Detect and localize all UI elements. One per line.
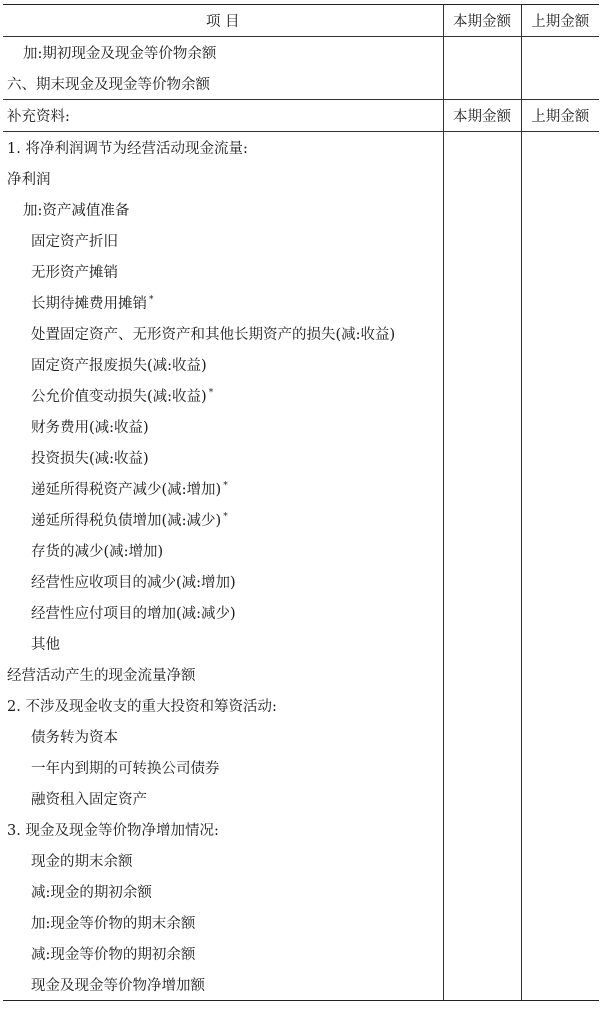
table-row [3, 256, 599, 287]
row-text: 减:现金等价物的期初余额 [31, 947, 196, 963]
table-row [3, 659, 599, 690]
current-amount-cell [443, 938, 521, 969]
table-row [3, 504, 599, 535]
previous-amount-cell [521, 163, 599, 194]
table-row [3, 287, 599, 318]
current-amount-cell [443, 845, 521, 876]
row-text: 加:现金等价物的期末余额 [31, 916, 196, 932]
row-label [3, 597, 443, 628]
current-amount-cell [443, 163, 521, 194]
current-amount-cell [443, 442, 521, 473]
row-text: 递延所得税资产减少(减:增加) [31, 482, 222, 498]
table-row [3, 411, 599, 442]
row-label [3, 535, 443, 566]
table-row [3, 318, 599, 349]
table-row [3, 721, 599, 752]
current-amount-cell [443, 876, 521, 907]
row-label [3, 256, 443, 287]
row-label [3, 411, 443, 442]
current-amount-cell [443, 411, 521, 442]
current-amount-cell [443, 380, 521, 411]
table-row [3, 845, 599, 876]
cash-flow-table [3, 4, 599, 1001]
row-text: 融资租入固定资产 [31, 792, 147, 808]
table-row [3, 690, 599, 721]
row-label [3, 473, 443, 504]
row-text: 其他 [31, 637, 60, 653]
row-text: 3. 现金及现金等价物净增加情况: [7, 823, 219, 839]
header-previous-amount: 上期金额 [521, 5, 599, 37]
row-label [3, 225, 443, 256]
supplement-body [3, 132, 599, 1001]
row-label [3, 163, 443, 194]
table-row [3, 349, 599, 380]
table-row [3, 597, 599, 628]
table-row [3, 969, 599, 1001]
previous-amount-cell [521, 132, 599, 164]
table-header-row [3, 5, 599, 37]
row-text: 经营性应付项目的增加(减:减少) [31, 606, 236, 622]
row-label [3, 907, 443, 938]
row-label [3, 194, 443, 225]
supplement-header-current: 本期金额 [443, 100, 521, 132]
row-text: 1. 将净利润调节为经营活动现金流量: [7, 141, 248, 157]
previous-amount-cell [521, 659, 599, 690]
current-amount-cell [443, 752, 521, 783]
row-text: 现金的期末余额 [31, 854, 133, 870]
row-label [3, 628, 443, 659]
previous-amount-cell [521, 628, 599, 659]
previous-amount-cell [521, 535, 599, 566]
previous-amount-cell [521, 473, 599, 504]
previous-amount-cell [521, 783, 599, 814]
table-row [3, 566, 599, 597]
current-amount-cell [443, 318, 521, 349]
table-row [3, 907, 599, 938]
row-text: 处置固定资产、无形资产和其他长期资产的损失(减:收益) [31, 327, 396, 343]
row-text: 加:资产减值准备 [23, 203, 130, 219]
table-row [3, 68, 599, 100]
table-row [3, 535, 599, 566]
row-label [3, 690, 443, 721]
current-amount-cell [443, 783, 521, 814]
header-item: 项 目 [3, 5, 443, 37]
row-text: 长期待摊费用摊销 [31, 296, 147, 312]
row-label [3, 318, 443, 349]
current-amount-cell [443, 628, 521, 659]
supplement-header-item: 补充资料: [3, 100, 443, 132]
row-label [3, 380, 443, 411]
current-amount-cell [443, 814, 521, 845]
previous-amount-cell [521, 380, 599, 411]
previous-amount-cell [521, 256, 599, 287]
previous-amount-cell [521, 566, 599, 597]
current-amount-cell [443, 37, 521, 69]
current-amount-cell [443, 349, 521, 380]
current-amount-cell [443, 566, 521, 597]
table-row [3, 876, 599, 907]
row-label [3, 752, 443, 783]
footnote-marker: * [223, 481, 228, 491]
footnote-marker: * [149, 295, 154, 305]
table-row [3, 938, 599, 969]
row-text: 固定资产报废损失(减:收益) [31, 358, 207, 374]
row-text: 一年内到期的可转换公司债券 [31, 761, 220, 777]
current-amount-cell [443, 132, 521, 164]
row-text: 债务转为资本 [31, 730, 118, 746]
row-label [3, 969, 443, 1001]
row-text: 存货的减少(减:增加) [31, 544, 164, 560]
previous-amount-cell [521, 68, 599, 100]
previous-amount-cell [521, 969, 599, 1001]
row-label [3, 349, 443, 380]
current-amount-cell [443, 504, 521, 535]
row-label [3, 132, 443, 164]
previous-amount-cell [521, 37, 599, 69]
row-text: 现金及现金等价物净增加额 [31, 978, 205, 994]
current-amount-cell [443, 473, 521, 504]
row-label [3, 287, 443, 318]
current-amount-cell [443, 597, 521, 628]
previous-amount-cell [521, 690, 599, 721]
current-amount-cell [443, 287, 521, 318]
header-current-amount: 本期金额 [443, 5, 521, 37]
row-text: 固定资产折旧 [31, 234, 118, 250]
row-text: 2. 不涉及现金收支的重大投资和筹资活动: [7, 699, 277, 715]
previous-amount-cell [521, 411, 599, 442]
previous-amount-cell [521, 287, 599, 318]
table-row [3, 442, 599, 473]
table-row [3, 814, 599, 845]
current-amount-cell [443, 535, 521, 566]
previous-amount-cell [521, 814, 599, 845]
previous-amount-cell [521, 876, 599, 907]
previous-amount-cell [521, 721, 599, 752]
row-label [3, 938, 443, 969]
table-row [3, 132, 599, 164]
previous-amount-cell [521, 907, 599, 938]
table-row [3, 163, 599, 194]
row-label: 六、期末现金及现金等价物余额 [7, 77, 210, 93]
table-row [3, 473, 599, 504]
previous-amount-cell [521, 349, 599, 380]
footnote-marker: * [223, 512, 228, 522]
row-label [3, 845, 443, 876]
row-label [3, 876, 443, 907]
row-label [3, 814, 443, 845]
previous-amount-cell [521, 752, 599, 783]
current-amount-cell [443, 68, 521, 100]
current-amount-cell [443, 721, 521, 752]
previous-amount-cell [521, 504, 599, 535]
row-label: 加:期初现金及现金等价物余额 [23, 46, 217, 62]
table-row [3, 225, 599, 256]
row-text: 经营性应收项目的减少(减:增加) [31, 575, 236, 591]
current-amount-cell [443, 969, 521, 1001]
row-label [3, 659, 443, 690]
table-row [3, 628, 599, 659]
current-amount-cell [443, 690, 521, 721]
row-text: 公允价值变动损失(减:收益) [31, 389, 207, 405]
previous-amount-cell [521, 225, 599, 256]
row-text: 递延所得税负债增加(减:减少) [31, 513, 222, 529]
previous-amount-cell [521, 938, 599, 969]
table-row [3, 752, 599, 783]
previous-amount-cell [521, 194, 599, 225]
footnote-marker: * [208, 388, 214, 398]
table-row [3, 380, 599, 411]
current-amount-cell [443, 256, 521, 287]
previous-amount-cell [521, 597, 599, 628]
previous-amount-cell [521, 845, 599, 876]
row-text: 投资损失(减:收益) [31, 451, 149, 467]
row-text: 财务费用(减:收益) [31, 420, 149, 436]
row-label [3, 566, 443, 597]
supplement-header-row [3, 100, 599, 132]
row-text: 经营活动产生的现金流量净额 [7, 668, 196, 684]
table-row [3, 37, 599, 69]
current-amount-cell [443, 907, 521, 938]
current-amount-cell [443, 194, 521, 225]
row-text: 净利润 [7, 172, 51, 188]
row-label [3, 442, 443, 473]
row-text: 减:现金的期初余额 [31, 885, 152, 901]
current-amount-cell [443, 225, 521, 256]
row-label [3, 504, 443, 535]
current-amount-cell [443, 659, 521, 690]
previous-amount-cell [521, 318, 599, 349]
row-text: 无形资产摊销 [31, 265, 118, 281]
row-label [3, 783, 443, 814]
table-row [3, 783, 599, 814]
table-row [3, 194, 599, 225]
previous-amount-cell [521, 442, 599, 473]
supplement-header-previous: 上期金额 [521, 100, 599, 132]
row-label [3, 721, 443, 752]
